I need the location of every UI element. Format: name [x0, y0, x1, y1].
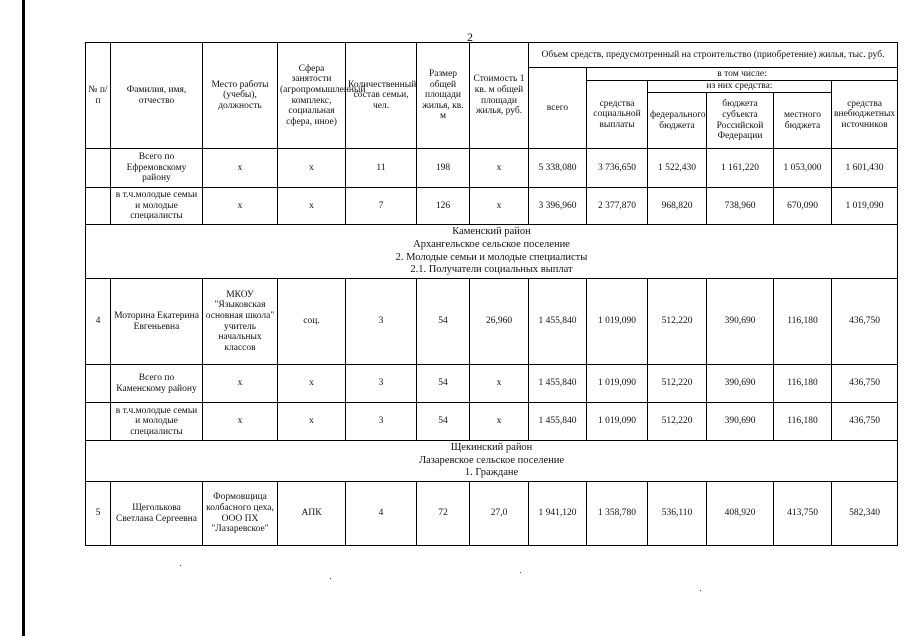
- cell-name: в т.ч.молодые семьи и молодые специалисты: [111, 188, 203, 225]
- cell-name: в т.ч.молодые семьи и молодые специалисты: [111, 403, 203, 441]
- cell-sphere: х: [278, 188, 346, 225]
- cell-sphere: х: [278, 149, 346, 188]
- cell-num: [86, 403, 111, 441]
- cell-social: 3 736,650: [587, 149, 648, 188]
- cell-regional: 390,690: [707, 279, 774, 365]
- header-funds: Объем средств, предусмотренный на строительство (приобретение) жилья, тыс. руб.: [529, 43, 898, 68]
- cell-extra: 1 601,430: [832, 149, 898, 188]
- recipients-table: [85, 42, 898, 546]
- header-federal: федерального бюджета: [648, 93, 707, 149]
- section-district: Щекинский район: [450, 442, 533, 454]
- section-shchekinsky: [86, 441, 898, 482]
- cell-extra: 582,340: [832, 482, 898, 546]
- cell-sphere: х: [278, 365, 346, 403]
- cell-name: Всего по Каменскому району: [111, 365, 203, 403]
- header-name: Фамилия, имя, отчество: [111, 43, 203, 149]
- table-row-efremov-total: [86, 149, 898, 188]
- cell-extra: 436,750: [832, 403, 898, 441]
- cell-local: 670,090: [774, 188, 832, 225]
- section-category: 2. Молодые семьи и молодые специалисты: [395, 251, 588, 263]
- cell-work: х: [203, 188, 278, 225]
- cell-local: 1 053,000: [774, 149, 832, 188]
- cell-family: 7: [346, 188, 417, 225]
- cell-social: 2 377,870: [587, 188, 648, 225]
- cell-federal: 512,220: [648, 279, 707, 365]
- cell-area: 72: [417, 482, 470, 546]
- cell-local: 116,180: [774, 403, 832, 441]
- cell-total: 1 941,120: [529, 482, 587, 546]
- cell-federal: 512,220: [648, 365, 707, 403]
- table-row-kamensky-total: [86, 365, 898, 403]
- scan-edge-line: [22, 0, 25, 636]
- scan-speck: [520, 572, 521, 573]
- header-of-which: из них средства:: [648, 81, 832, 93]
- section-category: 1. Граждане: [464, 467, 519, 479]
- scan-speck: [330, 578, 331, 579]
- cell-extra: 1 019,090: [832, 188, 898, 225]
- cell-family: 3: [346, 279, 417, 365]
- cell-regional: 738,960: [707, 188, 774, 225]
- cell-num: [86, 188, 111, 225]
- scan-speck: [700, 590, 701, 591]
- cell-cost: х: [470, 365, 529, 403]
- cell-work: х: [203, 149, 278, 188]
- header-extra: средства внебюджетных источников: [832, 81, 898, 149]
- header-social: средства социальной выплаты: [587, 81, 648, 149]
- section-district: Каменский район: [452, 226, 531, 238]
- cell-family: 3: [346, 403, 417, 441]
- header-local: местного бюджета: [774, 93, 832, 149]
- cell-extra: 436,750: [832, 365, 898, 403]
- cell-num: [86, 365, 111, 403]
- header-area: Размер общей площади жилья, кв. м: [417, 43, 470, 149]
- header-regional: бюджета субъекта Российской Федерации: [707, 93, 774, 149]
- cell-federal: 968,820: [648, 188, 707, 225]
- cell-cost: х: [470, 149, 529, 188]
- section-subcategory: 2.1. Получатели социальных выплат: [410, 264, 573, 276]
- cell-area: 126: [417, 188, 470, 225]
- section-header: [86, 225, 898, 279]
- cell-local: 116,180: [774, 365, 832, 403]
- cell-total: 3 396,960: [529, 188, 587, 225]
- header-incl: в том числе:: [587, 68, 898, 81]
- cell-family: 4: [346, 482, 417, 546]
- cell-federal: 536,110: [648, 482, 707, 546]
- table-row-efremov-young: [86, 188, 898, 225]
- table-row-5: [86, 482, 898, 546]
- header-family: Количественный состав семьи, чел.: [346, 43, 417, 149]
- header-sphere: Сфера занятости (агропромышленный комплекс, социальная сфера, иное): [278, 43, 346, 149]
- cell-regional: 408,920: [707, 482, 774, 546]
- cell-sphere: АПК: [278, 482, 346, 546]
- section-kamensky: [86, 225, 898, 279]
- cell-cost: 27,0: [470, 482, 529, 546]
- cell-federal: 1 522,430: [648, 149, 707, 188]
- table-row-kamensky-young: [86, 403, 898, 441]
- cell-cost: х: [470, 403, 529, 441]
- cell-area: 54: [417, 365, 470, 403]
- header-row-1: [86, 43, 898, 68]
- cell-area: 54: [417, 279, 470, 365]
- header-total: всего: [529, 68, 587, 149]
- cell-social: 1 019,090: [587, 403, 648, 441]
- header-num: № п/п: [86, 43, 111, 149]
- cell-work: Формовщица колбасного цеха, ООО ПХ "Лазаревское": [203, 482, 278, 546]
- cell-regional: 1 161,220: [707, 149, 774, 188]
- cell-regional: 390,690: [707, 365, 774, 403]
- cell-work: х: [203, 365, 278, 403]
- section-settlement: Архангельское сельское поселение: [413, 238, 570, 250]
- cell-total: 1 455,840: [529, 403, 587, 441]
- cell-social: 1 358,780: [587, 482, 648, 546]
- cell-total: 5 338,080: [529, 149, 587, 188]
- cell-family: 3: [346, 365, 417, 403]
- cell-num: [86, 149, 111, 188]
- header-work: Место работы (учебы), должность: [203, 43, 278, 149]
- cell-name: Щеголькова Светлана Сергеевна: [111, 482, 203, 546]
- cell-cost: 26,960: [470, 279, 529, 365]
- page-number: 2: [467, 30, 473, 44]
- cell-extra: 436,750: [832, 279, 898, 365]
- cell-work: МКОУ "Языковская основная школа" учитель начальных классов: [203, 279, 278, 365]
- cell-area: 54: [417, 403, 470, 441]
- cell-regional: 390,690: [707, 403, 774, 441]
- cell-num: 4: [86, 279, 111, 365]
- cell-work: х: [203, 403, 278, 441]
- cell-sphere: х: [278, 403, 346, 441]
- cell-social: 1 019,090: [587, 365, 648, 403]
- cell-name: Моторина Екатерина Евгеньевна: [111, 279, 203, 365]
- cell-family: 11: [346, 149, 417, 188]
- scan-speck: [180, 565, 181, 566]
- section-header: [86, 441, 898, 482]
- table-row-4: [86, 279, 898, 365]
- cell-sphere: соц.: [278, 279, 346, 365]
- cell-local: 116,180: [774, 279, 832, 365]
- cell-local: 413,750: [774, 482, 832, 546]
- cell-total: 1 455,840: [529, 279, 587, 365]
- cell-cost: х: [470, 188, 529, 225]
- header-cost: Стоимость 1 кв. м общей площади жилья, руб.: [470, 43, 529, 149]
- cell-total: 1 455,840: [529, 365, 587, 403]
- cell-num: 5: [86, 482, 111, 546]
- section-settlement: Лазаревское сельское поселение: [418, 454, 565, 466]
- cell-area: 198: [417, 149, 470, 188]
- cell-name: Всего по Ефремовскому району: [111, 149, 203, 188]
- cell-federal: 512,220: [648, 403, 707, 441]
- cell-social: 1 019,090: [587, 279, 648, 365]
